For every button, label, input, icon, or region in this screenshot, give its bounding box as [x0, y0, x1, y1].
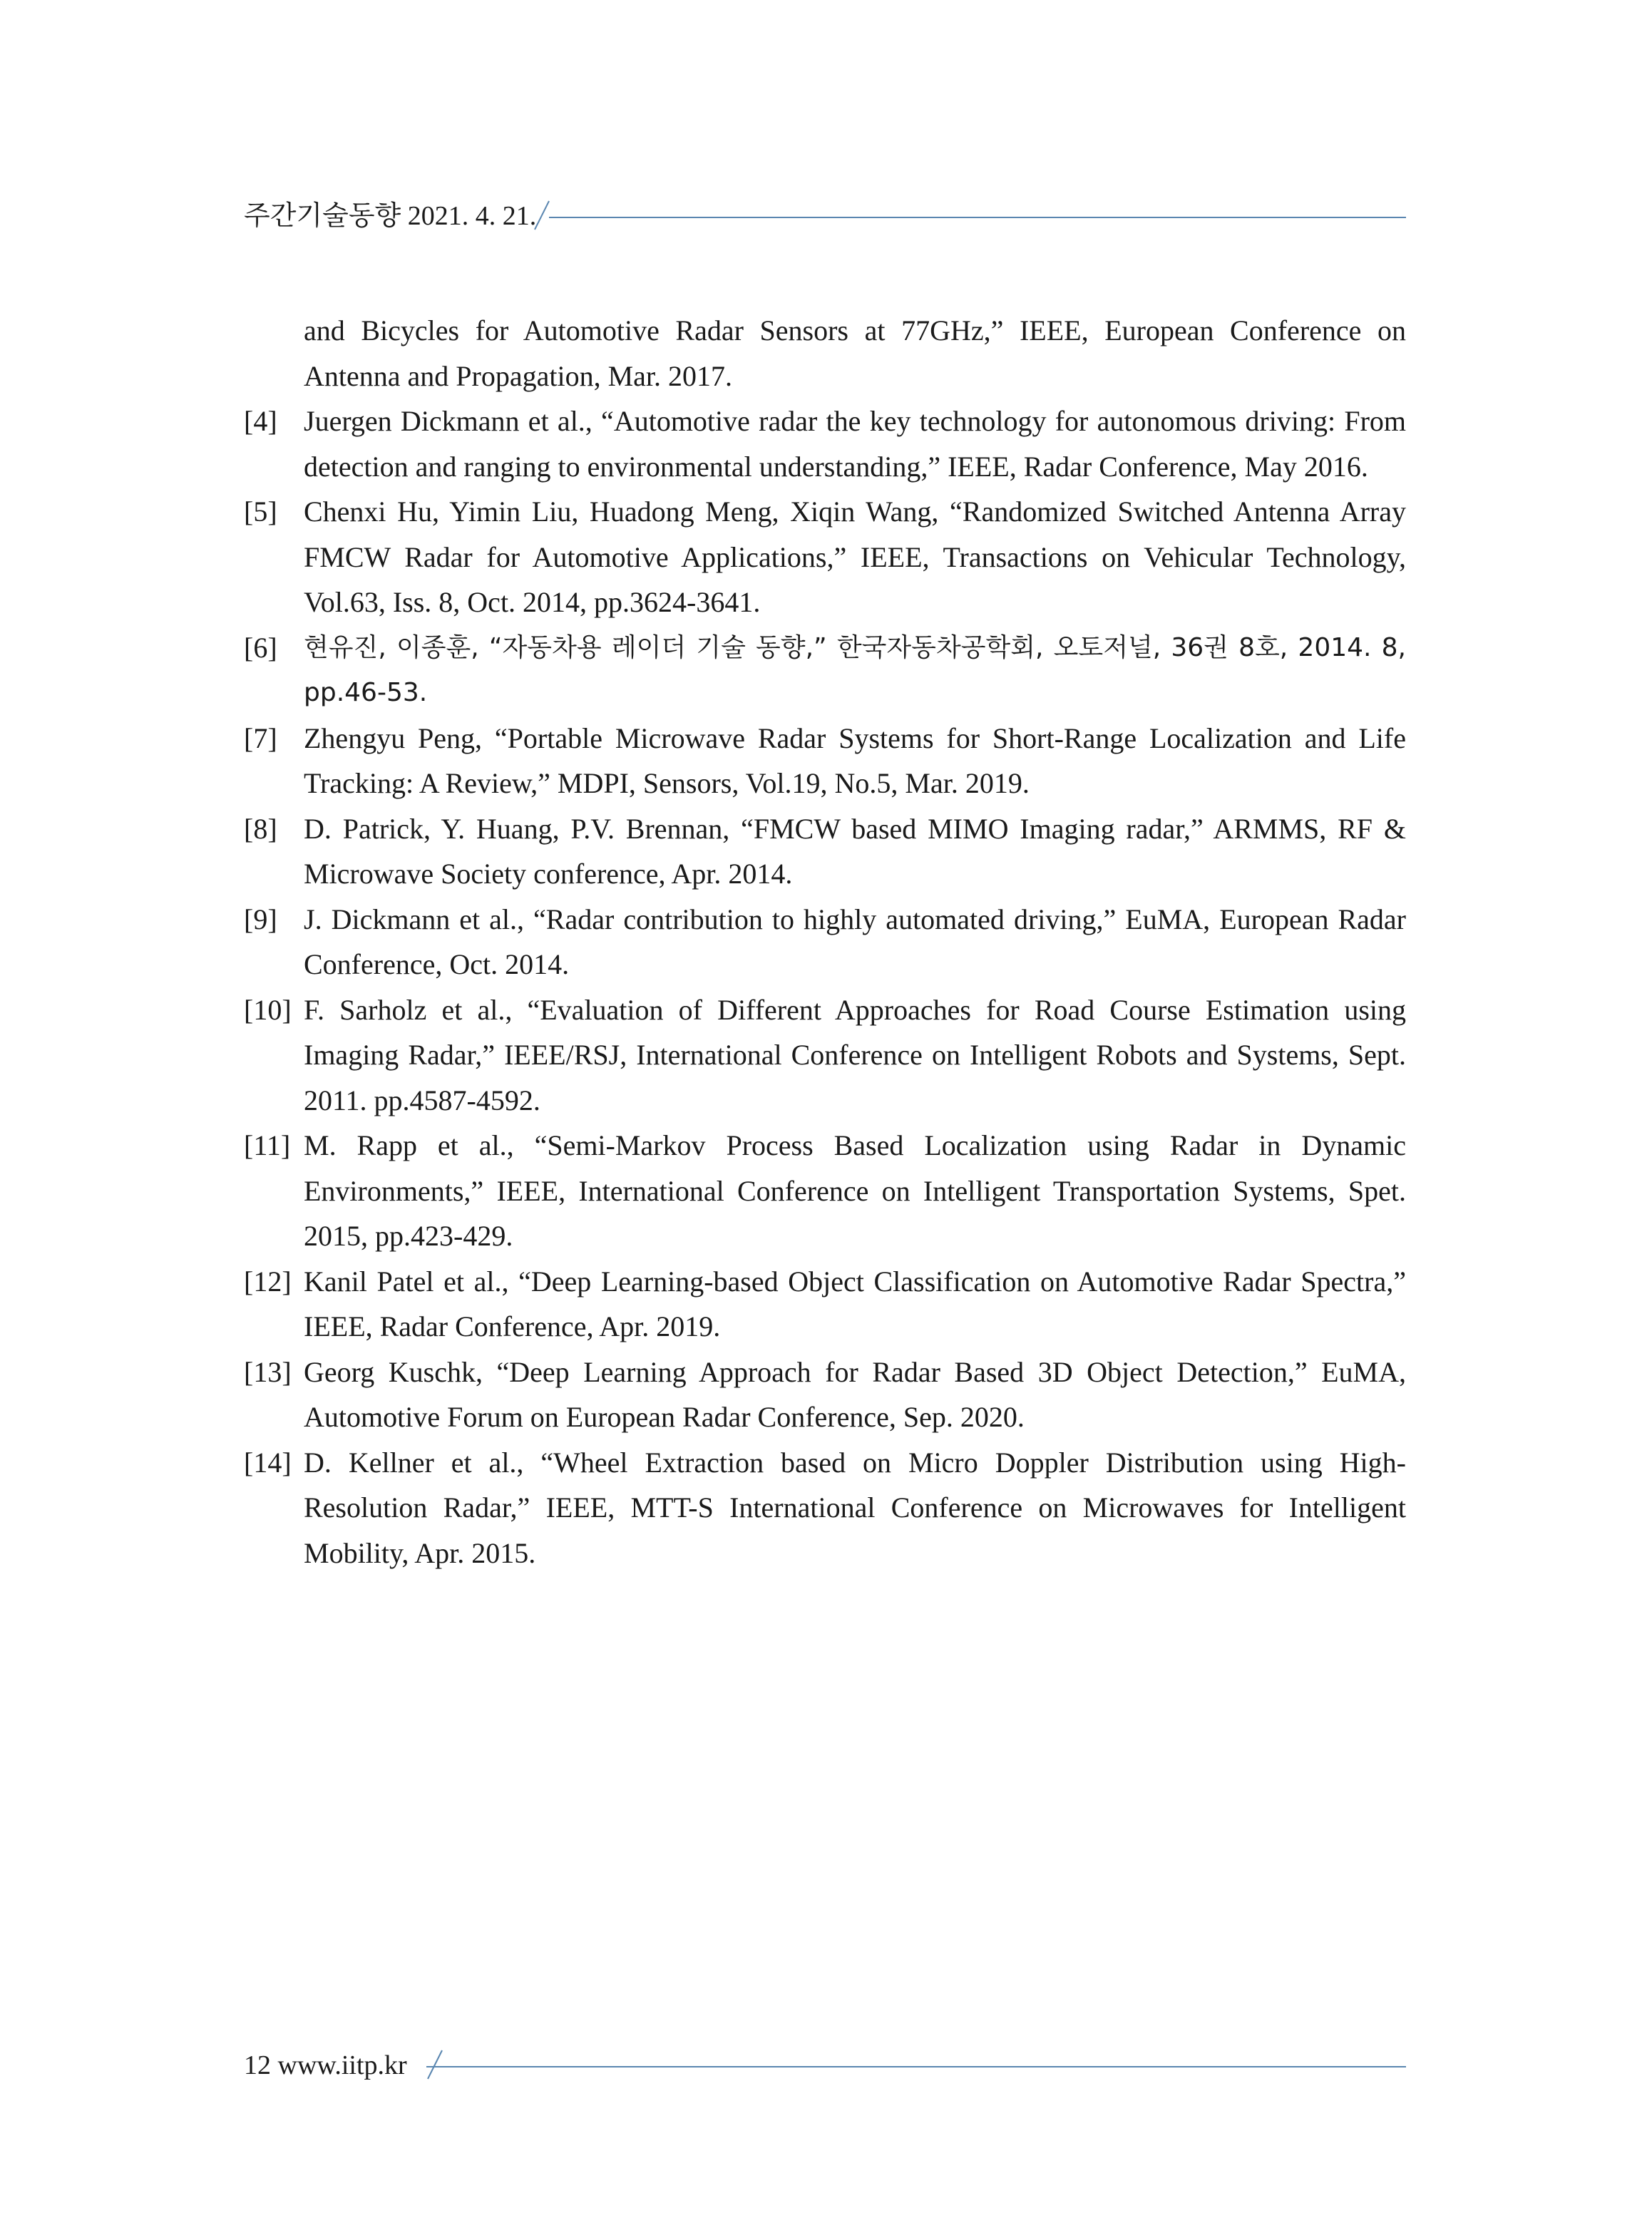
reference-item	[244, 1259, 1406, 1350]
reference-item	[244, 1440, 1406, 1576]
reference-text: M. Rapp et al., “Semi-Markov Process Based Localization using Radar in Dynamic Environments,” IEEE, International Conference on Intelligent Transportation Systems, Spet. 2015, pp.423-429.	[304, 1129, 1406, 1252]
header-rule-slash	[535, 201, 549, 230]
reference-text: D. Kellner et al., “Wheel Extraction based on Micro Doppler Distribution using High-Resolution Radar,” IEEE, MTT-S International Conference on Microwaves for Intelligent Mobility, Apr. 2015.	[304, 1446, 1406, 1569]
publication-title: 주간기술동향 2021. 4. 21.	[244, 201, 537, 231]
page-footer	[244, 2045, 1406, 2087]
reference-item	[244, 625, 1406, 716]
page-header	[244, 195, 1406, 238]
reference-number: [11]	[244, 1129, 291, 1161]
reference-item	[244, 806, 1406, 897]
reference-text: Chenxi Hu, Yimin Liu, Huadong Meng, Xiqin Wang, “Randomized Switched Antenna Array FMCW Radar for Automotive Applications,” IEEE, Transactions on Vehicular Technology, Vol.63, Iss. 8, Oct. 2014, pp.3624-3641.	[304, 495, 1406, 618]
reference-number: [12]	[244, 1265, 292, 1298]
reference-item	[244, 1123, 1406, 1259]
reference-text: Kanil Patel et al., “Deep Learning-based Object Classification on Automotive Radar Spectra,” IEEE, Radar Conference, Apr. 2019.	[304, 1265, 1406, 1342]
reference-text: Juergen Dickmann et al., “Automotive radar the key technology for autonomous driving: From detection and ranging to environmental understanding,” IEEE, Radar Conference, May 2016.	[304, 405, 1406, 483]
reference-item	[244, 716, 1406, 806]
page-number-url: 12 www.iitp.kr	[244, 2050, 407, 2080]
reference-number: [4]	[244, 405, 277, 437]
reference-item	[244, 1350, 1406, 1440]
footer-rule-slash	[428, 2050, 442, 2079]
reference-item	[244, 308, 1406, 399]
reference-number: [10]	[244, 993, 292, 1026]
reference-text: Zhengyu Peng, “Portable Microwave Radar Systems for Short-Range Localization and Life Tracking: A Review,” MDPI, Sensors, Vol.19, No.5, Mar. 2019.	[304, 721, 1406, 799]
reference-text: 현유진, 이종훈, “자동차용 레이더 기술 동향,” 한국자동차공학회, 오토저널, 36권 8호, 2014. 8, pp.46-53.	[304, 632, 1406, 707]
reference-text: D. Patrick, Y. Huang, P.V. Brennan, “FMCW based MIMO Imaging radar,” ARMMS, RF & Microwave Society conference, Apr. 2014.	[304, 812, 1406, 890]
reference-number: [7]	[244, 721, 277, 754]
reference-item	[244, 399, 1406, 489]
reference-number: [13]	[244, 1355, 292, 1388]
reference-number: [6]	[244, 631, 277, 664]
reference-list	[244, 308, 1406, 1576]
reference-text: F. Sarholz et al., “Evaluation of Different Approaches for Road Course Estimation using Imaging Radar,” IEEE/RSJ, International Conference on Intelligent Robots and Systems, Sept. 2011. pp.4587-4592.	[304, 993, 1406, 1116]
reference-item	[244, 987, 1406, 1124]
reference-item	[244, 489, 1406, 625]
reference-text: Georg Kuschk, “Deep Learning Approach for Radar Based 3D Object Detection,” EuMA, Automotive Forum on European Radar Conference, Sep. 2020.	[304, 1355, 1406, 1433]
reference-text: and Bicycles for Automotive Radar Sensors at 77GHz,” IEEE, European Conference on Antenna and Propagation, Mar. 2017.	[304, 314, 1406, 392]
reference-number: [8]	[244, 812, 277, 845]
reference-number: [9]	[244, 903, 277, 935]
reference-number: [5]	[244, 495, 277, 528]
footer-rule	[244, 2045, 1406, 2087]
reference-item	[244, 897, 1406, 987]
reference-number: [14]	[244, 1446, 292, 1479]
reference-text: J. Dickmann et al., “Radar contribution to highly automated driving,” EuMA, European Radar Conference, Oct. 2014.	[304, 903, 1406, 980]
